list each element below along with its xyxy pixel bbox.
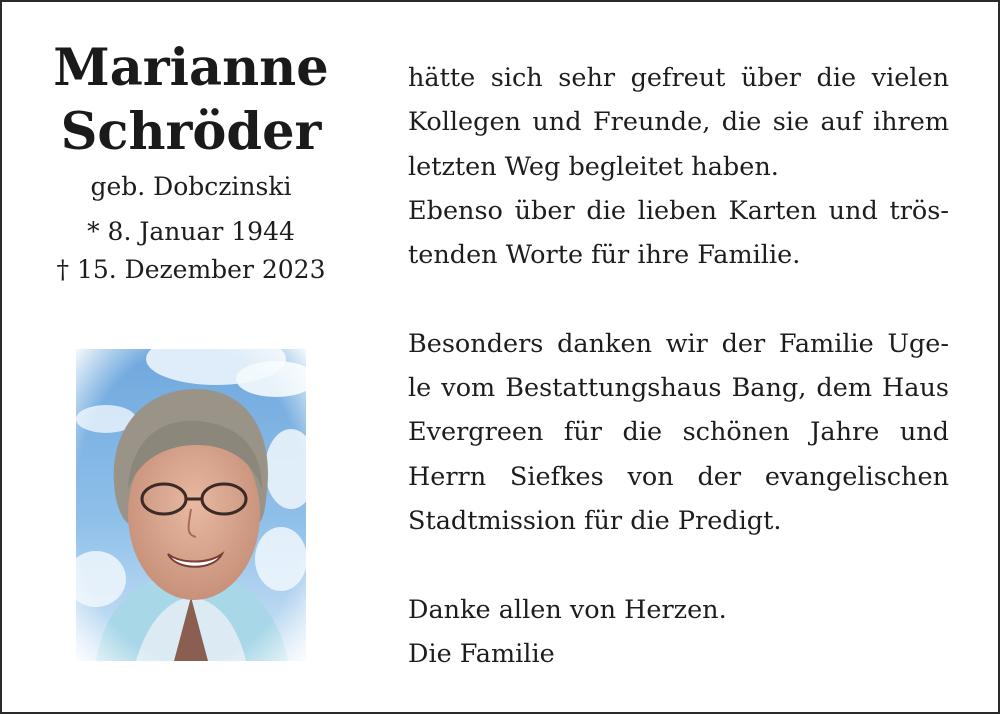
maiden-name: geb. Dobczinski <box>90 172 292 201</box>
notice-body <box>408 56 949 676</box>
body-line: Stadtmission für die Predigt. <box>408 505 782 536</box>
signature: Die Familie <box>408 638 555 669</box>
death-date: † 15. Dezember 2023 <box>56 255 326 284</box>
deceased-last-name: Schröder <box>60 102 322 162</box>
body-line: tenden Worte für ihre Familie. <box>408 240 801 271</box>
portrait-photo <box>76 349 306 661</box>
closing-line: Danke allen von Herzen. <box>408 594 727 625</box>
body-line: Kollegen und Freunde, die sie auf ihrem <box>408 107 949 138</box>
deceased-first-name: Marianne <box>53 38 329 98</box>
body-line: Herrn Siefkes von der evangelischen <box>408 461 949 492</box>
body-line: Ebenso über die lieben Karten und trös- <box>408 195 949 226</box>
body-line: letzten Weg begleitet haben. <box>408 151 779 182</box>
body-line: hätte sich sehr gefreut über die vielen <box>408 63 949 93</box>
body-line: le vom Bestattungshaus Bang, dem Haus <box>408 373 949 404</box>
body-line: Evergreen für die schönen Jahre und <box>408 417 949 448</box>
body-line: Besonders danken wir der Familie Uge- <box>408 328 949 359</box>
birth-date: * 8. Januar 1944 <box>87 217 295 246</box>
notice-header <box>30 36 352 288</box>
